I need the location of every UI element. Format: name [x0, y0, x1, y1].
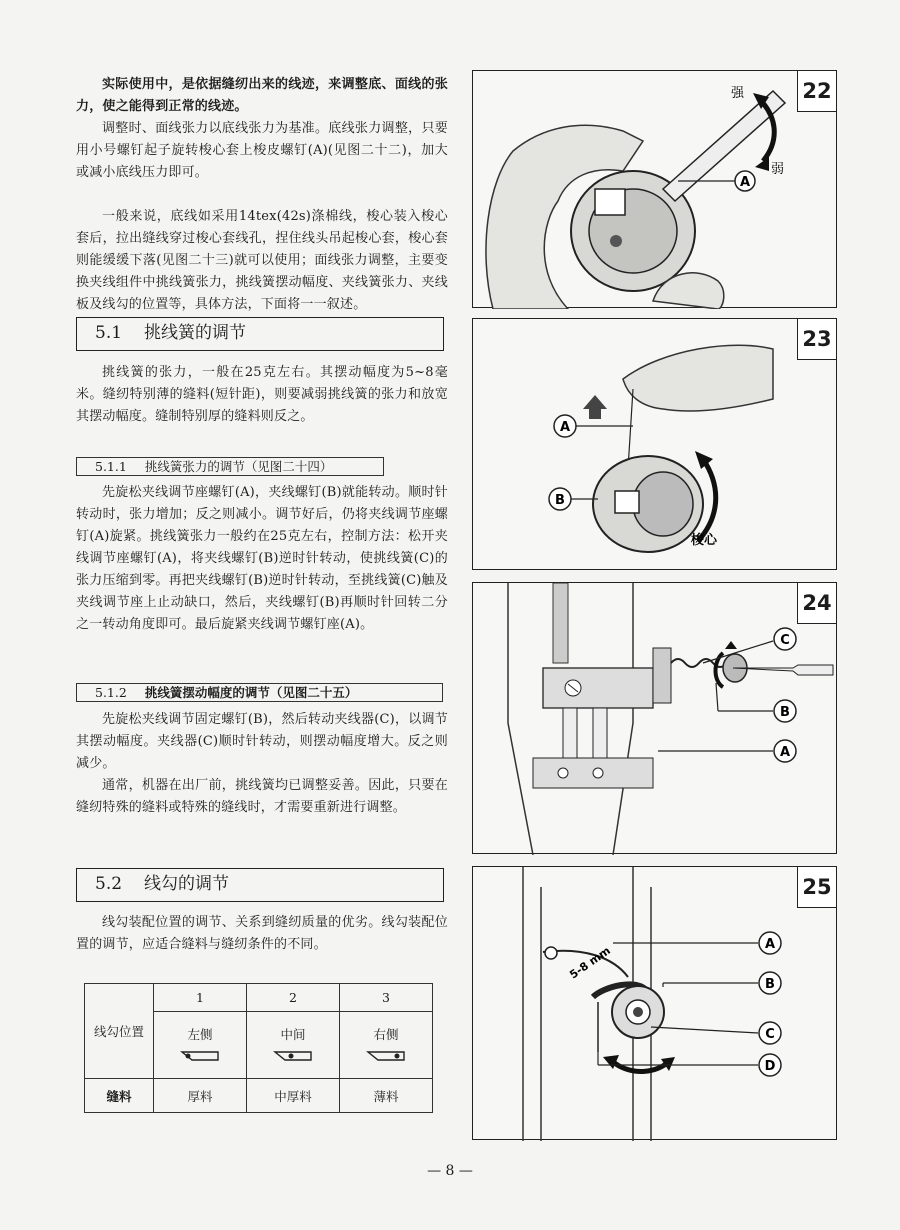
- position-label: 右侧: [373, 1026, 399, 1042]
- position-left-cell: [154, 1012, 247, 1079]
- col-number-2: 2: [247, 984, 340, 1012]
- intro-paragraph-1: 实际使用中，是依据缝纫出来的线迹，来调整底、面线的张力，使之能得到正常的线迹。: [76, 77, 448, 114]
- weak-label: 弱: [771, 162, 785, 177]
- section-5-2-heading: [76, 868, 444, 902]
- figure-25: [472, 866, 837, 1140]
- bobbin-drop-test-illustration: [473, 319, 838, 571]
- material-medium: 中厚料: [247, 1079, 340, 1113]
- col-number-1: 1: [154, 984, 247, 1012]
- section-title: 挑线簧的调节: [144, 323, 247, 343]
- position-middle-cell: [247, 1012, 340, 1079]
- position-right-cell: [340, 1012, 433, 1079]
- hook-position-table: [84, 983, 433, 1113]
- intro-paragraph-3: 一般来说，底线如采用14tex(42s)涤棉线，梭心装入梭心套后，拉出缝线穿过梭心套线孔，捏住线头吊起梭心套，梭心套则能缓缓下落(见图二十三)就可以使用；面线张力调整，主要变换夹线组件中挑线簧张力，挑线簧摆动幅度、夹线簧张力、夹线板及线勾的位置等，具体方法，下面将一一叙述。: [76, 209, 448, 312]
- section-5-1-2-heading: [76, 683, 443, 702]
- position-label: 中间: [280, 1026, 306, 1042]
- section-number: 5.1.1: [95, 459, 127, 474]
- section-number: 5.1: [95, 323, 123, 343]
- intro-paragraph-2: 调整时、面线张力以底线张力为基准。底线张力调整，只要用小号螺钉起子旋转梭心套上梭皮螺钉(A)(见图二十二)，加大或减小底线压力即可。: [76, 121, 448, 180]
- section-5-1-1-heading: [76, 457, 384, 476]
- row-label-hook-position: 线勾位置: [85, 984, 154, 1079]
- callout-a: A: [559, 420, 571, 435]
- strong-label: 强: [731, 86, 745, 101]
- callout-a: A: [779, 745, 791, 760]
- section-title: 线勾的调节: [144, 874, 230, 894]
- section-5-1-2-paragraph-2: 通常，机器在出厂前，挑线簧均已调整妥善。因此，只要在缝纫特殊的缝料或特殊的缝线时，才需要重新进行调整。: [76, 778, 448, 815]
- callout-a: A: [739, 175, 751, 190]
- bobbin-label: 梭心: [691, 533, 718, 548]
- callout-d: D: [764, 1059, 776, 1074]
- figure-number: 24: [797, 583, 836, 624]
- bobbin-case-screw-illustration: [473, 71, 838, 309]
- section-5-2-paragraph: 线勾装配位置的调节、关系到缝纫质量的优劣。线勾装配位置的调节，应适合缝料与缝纫条件的不同。: [76, 915, 448, 952]
- thread-hook-right-icon: [364, 1049, 408, 1063]
- thread-hook-left-icon: [178, 1049, 222, 1063]
- section-5-1-1-paragraph: 先旋松夹线调节座螺钉(A)，夹线螺钉(B)就能转动。顺时针转动时，张力增加；反之则减小。调节好后，仍将夹线调节座螺钉(A)旋紧。挑线簧张力一般约在25克左右，控制方法：松开夹线调节座螺钉(A)，将夹线螺钉(B)逆时针转动，使挑线簧(C)的张力压缩到零。再把夹线螺钉(B)逆时针转动，至挑线簧(C)触及夹线调节座上止动缺口，然后，夹线螺钉(B)再顺时针回转二分之一转动角度即可。最后旋紧夹线调节螺钉座(A)。: [76, 485, 448, 632]
- section-title: 挑线簧张力的调节（见图二十四）: [144, 459, 333, 474]
- page-number: — 8 —: [427, 1163, 473, 1179]
- section-5-1-2-paragraph-1: 先旋松夹线调节固定螺钉(B)，然后转动夹线器(C)，以调节其摆动幅度。夹线器(C)顺时针转动，则摆动幅度增大。反之则减少。: [76, 712, 448, 771]
- position-label: 左侧: [187, 1026, 213, 1042]
- section-title: 挑线簧摆动幅度的调节（见图二十五）: [144, 685, 358, 700]
- section-number: 5.2: [95, 874, 123, 894]
- callout-b: B: [780, 705, 790, 720]
- figure-24: [472, 582, 837, 854]
- callout-b: B: [555, 493, 565, 508]
- figure-23: [472, 318, 837, 570]
- thread-tension-assembly-illustration: [473, 583, 838, 855]
- figure-22: [472, 70, 837, 308]
- callout-c: C: [765, 1027, 775, 1042]
- thread-hook-middle-icon: [271, 1049, 315, 1063]
- callout-c: C: [780, 633, 790, 648]
- figure-number: 25: [797, 867, 836, 908]
- spring-stroke-adjustment-illustration: [473, 867, 838, 1141]
- figure-number: 22: [797, 71, 836, 112]
- section-5-1-paragraph: 挑线簧的张力，一般在25克左右。其摆动幅度为5~8毫米。缝纫特别薄的缝料(短针距)，则要减弱挑线簧的张力和放宽其摆动幅度。缝制特别厚的缝料则反之。: [76, 365, 448, 424]
- col-number-3: 3: [340, 984, 433, 1012]
- material-thick: 厚料: [154, 1079, 247, 1113]
- section-number: 5.1.2: [95, 685, 127, 700]
- callout-b: B: [765, 977, 775, 992]
- figure-number: 23: [797, 319, 836, 360]
- measure-label: 5-8 mm: [567, 944, 613, 982]
- callout-a: A: [764, 937, 776, 952]
- row-label-material: 缝料: [85, 1079, 154, 1113]
- material-thin: 薄料: [340, 1079, 433, 1113]
- section-5-1-heading: [76, 317, 444, 351]
